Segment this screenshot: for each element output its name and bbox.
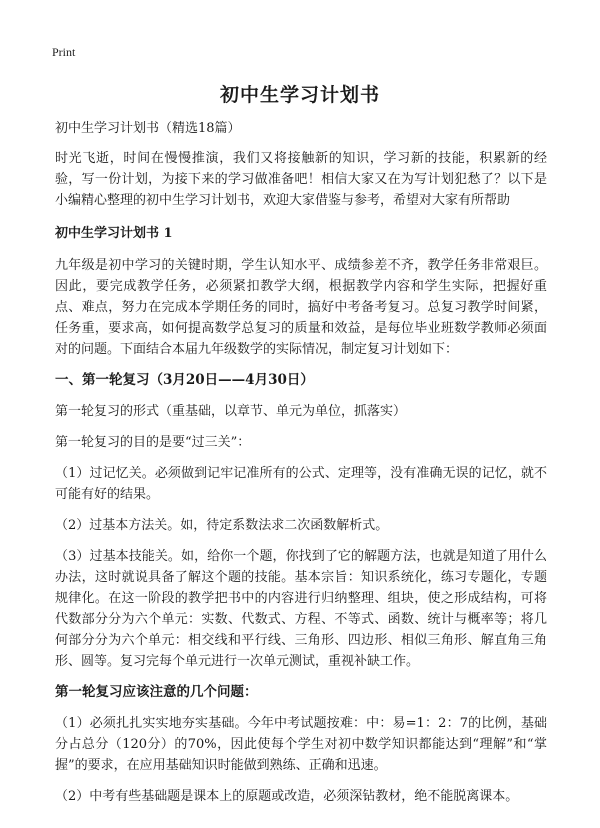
document-body <box>55 118 547 817</box>
round-1-form: 第一轮复习的形式（重基础，以章节、单元为单位，抓落实） <box>55 404 407 419</box>
list-item-skill: （3）过基本技能关。如，给你一个题，你找到了它的解题方法，也就是知道了用什么办法，这时就说具备了解这个题的技能。基本宗旨：知识系统化，练习专题化，专题规律化。在这一阶段的教学把书中的内容进行归纳整理、组块，使之形成结构，可将代数部分分为六个单元：实数、代数式、方程、不等式、函数、统计与概率等；将几何部分分为六个单元：相交线和平行线、三角形、四边形、相似三角形、解直角三角形、圆等。复习完每个单元进行一次单元测试，重视补缺工作。 <box>55 549 547 669</box>
issue-item-1: （1）必须扎扎实实地夯实基础。今年中考试题按难：中：易=1：2：7的比例，基础分占总分（120分）的70%，因此使每个学生对初中数学知识都能达到“理解”和“掌握”的要求，在应用基础知识时能做到熟练、正确和迅速。 <box>55 716 547 773</box>
section-heading-1: 初中生学习计划书 1 <box>55 226 173 241</box>
print-link[interactable]: Print <box>52 45 76 59</box>
page-title: 初中生学习计划书 <box>219 84 380 106</box>
intro-paragraph: 时光飞逝，时间在慢慢推演，我们又将接触新的知识，学习新的技能，积累新的经验，写一份计划，为接下来的学习做准备吧！相信大家又在为写计划犯愁了？以下是小编精心整理的初中生学习计划书，欢迎大家借鉴与参考，希望对大家有所帮助 <box>55 151 547 208</box>
document-subtitle: 初中生学习计划书（精选18篇） <box>55 121 241 136</box>
section-1-paragraph: 九年级是初中学习的关键时期，学生认知水平、成绩参差不齐，教学任务非常艰巨。因此，要完成教学任务，必须紧扣教学大纲，根据教学内容和学生实际，把握好重点、难点，努力在完成本学期任务的同时，搞好中考备考复习。总复习教学时间紧，任务重，要求高，如何提高数学总复习的质量和效益，是每位毕业班数学教师必须面对的问题。下面结合本届九年级数学的实际情况，制定复习计划如下： <box>55 258 547 357</box>
round-1-heading: 一、第一轮复习（3月20日——4月30日） <box>55 372 314 388</box>
issue-item-2: （2）中考有些基础题是课本上的原题或改造，必须深钻教材，绝不能脱离课本。 <box>55 789 519 804</box>
round-1-goal: 第一轮复习的目的是要“过三关”： <box>55 435 251 450</box>
list-item-method: （2）过基本方法关。如，待定系数法求二次函数解析式。 <box>55 518 389 533</box>
list-item-memory: （1）过记忆关。必须做到记牢记准所有的公式、定理等，没有准确无误的记忆，就不可能有好的结果。 <box>55 466 547 502</box>
issues-heading: 第一轮复习应该注意的几个问题： <box>55 684 258 700</box>
